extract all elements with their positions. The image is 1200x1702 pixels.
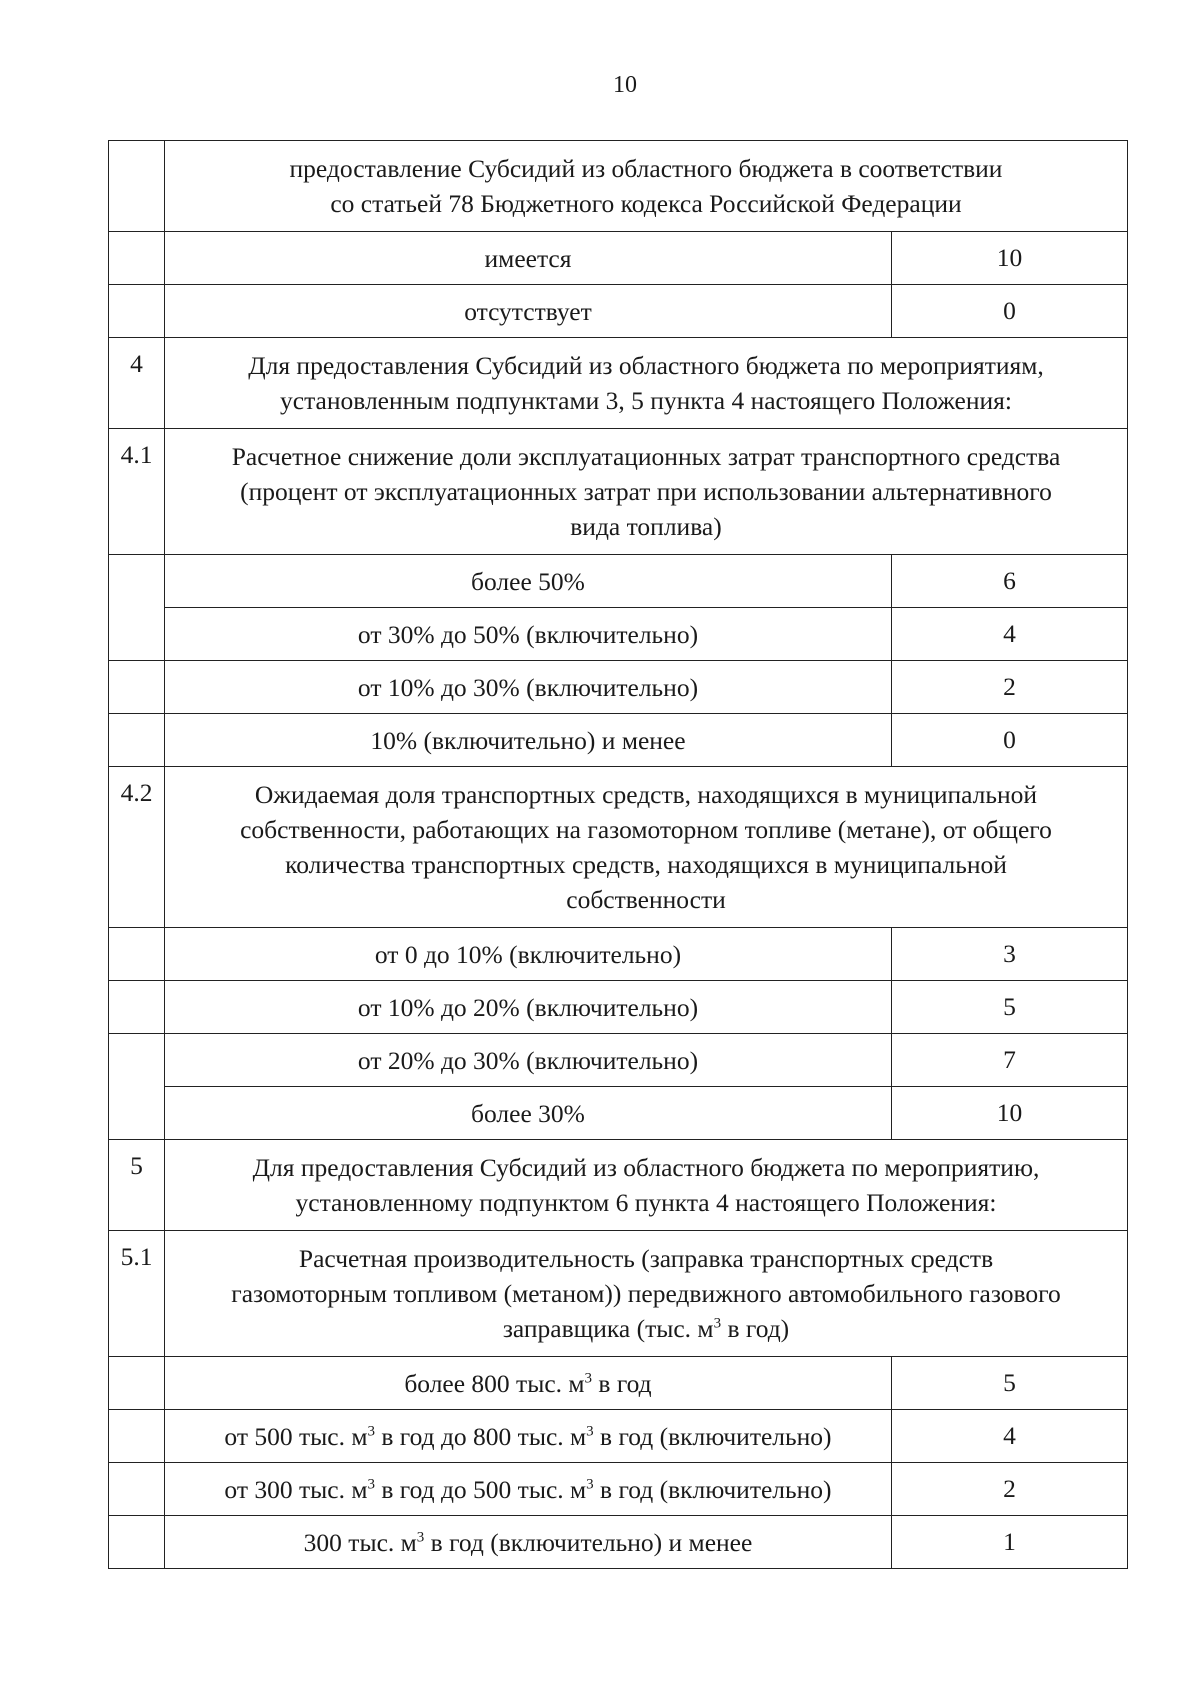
table-row	[109, 1231, 1128, 1357]
option-score: 10	[891, 1087, 1127, 1140]
option-label: от 20% до 30% (включительно)	[165, 1034, 892, 1087]
table-row	[109, 714, 1128, 767]
row-number	[109, 928, 165, 981]
option-score: 3	[891, 928, 1127, 981]
row-number	[109, 661, 165, 714]
table-row	[109, 1087, 1128, 1140]
row-number	[109, 981, 165, 1034]
row-number: 4.1	[109, 429, 165, 555]
option-label: более 50%	[165, 555, 892, 608]
table-row	[109, 1516, 1128, 1569]
row-number	[109, 555, 165, 661]
option-score: 0	[891, 714, 1127, 767]
table-row	[109, 1140, 1128, 1231]
option-score: 0	[891, 285, 1127, 338]
table-row	[109, 767, 1128, 928]
row-number: 4	[109, 338, 165, 429]
criteria-table	[108, 140, 1128, 1569]
option-score: 5	[891, 981, 1127, 1034]
option-score: 10	[891, 232, 1127, 285]
row-number: 5.1	[109, 1231, 165, 1357]
option-score: 6	[891, 555, 1127, 608]
table-row	[109, 1357, 1128, 1410]
criterion-description: Расчетная производительность (заправка транспортных средств газомоторным топливом (метаном)) передвижного автомобильного газового заправщика (тыс. $м^3$ в год)	[165, 1231, 1128, 1357]
row-number	[109, 1357, 165, 1410]
criterion-description: Расчетное снижение доли эксплуатационных затрат транспортного средства (процент от эксплуатационных затрат при использовании альтернативного вида топлива)	[165, 429, 1128, 555]
criterion-description: Для предоставления Субсидий из областного бюджета по мероприятию, установленному подпунктом 6 пункта 4 настоящего Положения:	[165, 1140, 1128, 1231]
table-row	[109, 429, 1128, 555]
option-label: от 10% до 30% (включительно)	[165, 661, 892, 714]
option-label: более 800 тыс. $м^3$ в год	[165, 1357, 892, 1410]
row-number	[109, 714, 165, 767]
criterion-description: Для предоставления Субсидий из областного бюджета по мероприятиям, установленным подпунктами 3, 5 пункта 4 настоящего Положения:	[165, 338, 1128, 429]
option-score: 2	[891, 1463, 1127, 1516]
option-score: 4	[891, 1410, 1127, 1463]
table-row	[109, 338, 1128, 429]
option-score: 5	[891, 1357, 1127, 1410]
table-row	[109, 1410, 1128, 1463]
row-number	[109, 1034, 165, 1140]
row-number	[109, 285, 165, 338]
row-number	[109, 232, 165, 285]
option-label: от 10% до 20% (включительно)	[165, 981, 892, 1034]
option-label: отсутствует	[165, 285, 892, 338]
table-row	[109, 608, 1128, 661]
option-label: от 300 тыс. $м^3$ в год до 500 тыс. $м^3$ в год (включительно)	[165, 1463, 892, 1516]
row-number: 5	[109, 1140, 165, 1231]
row-number	[109, 1410, 165, 1463]
table-row	[109, 1034, 1128, 1087]
table-row	[109, 981, 1128, 1034]
option-score: 4	[891, 608, 1127, 661]
criterion-description: предоставление Субсидий из областного бюджета в соответствии со статьей 78 Бюджетного кодекса Российской Федерации	[165, 141, 1128, 232]
option-label: более 30%	[165, 1087, 892, 1140]
option-label: имеется	[165, 232, 892, 285]
criterion-description: Ожидаемая доля транспортных средств, находящихся в муниципальной собственности, работающих на газомоторном топливе (метане), от общего количества транспортных средств, находящихся в муниципальной собственности	[165, 767, 1128, 928]
table-row	[109, 285, 1128, 338]
row-number	[109, 1463, 165, 1516]
option-score: 1	[891, 1516, 1127, 1569]
option-label: от 0 до 10% (включительно)	[165, 928, 892, 981]
row-number	[109, 141, 165, 232]
table-row	[109, 661, 1128, 714]
table-row	[109, 555, 1128, 608]
option-score: 7	[891, 1034, 1127, 1087]
table-row	[109, 1463, 1128, 1516]
table-row	[109, 232, 1128, 285]
option-score: 2	[891, 661, 1127, 714]
option-label: от 30% до 50% (включительно)	[165, 608, 892, 661]
table-row	[109, 141, 1128, 232]
row-number: 4.2	[109, 767, 165, 928]
page-number: 10	[613, 72, 637, 98]
row-number	[109, 1516, 165, 1569]
option-label: от 500 тыс. $м^3$ в год до 800 тыс. $м^3$ в год (включительно)	[165, 1410, 892, 1463]
option-label: 10% (включительно) и менее	[165, 714, 892, 767]
option-label: 300 тыс. $м^3$ в год (включительно) и менее	[165, 1516, 892, 1569]
table-row	[109, 928, 1128, 981]
